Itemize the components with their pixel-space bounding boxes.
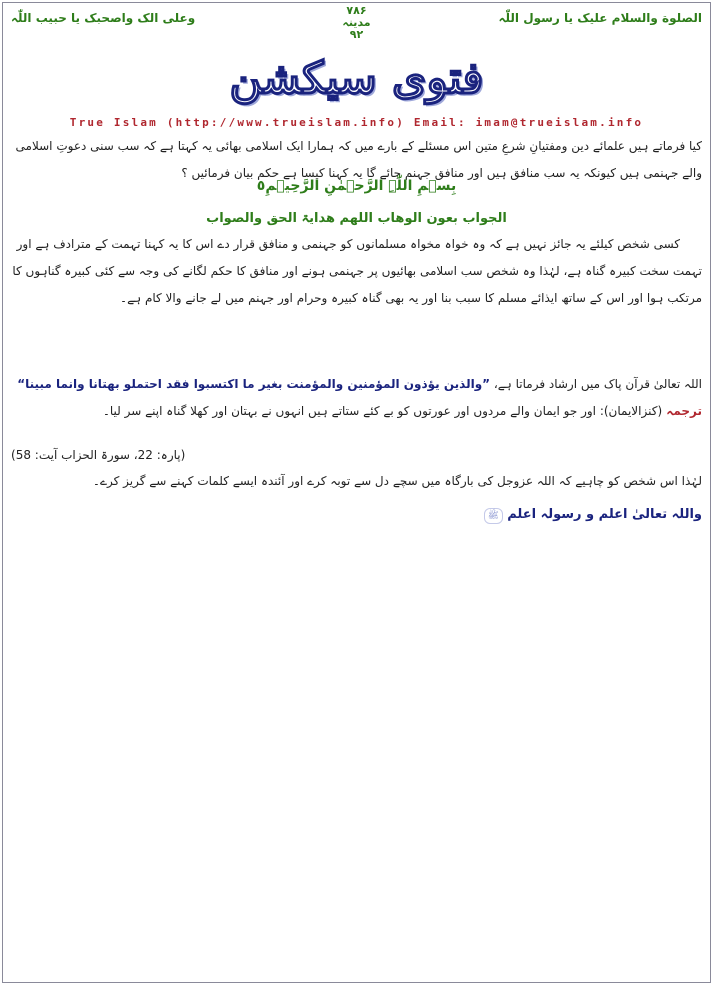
conclusion-text: لہٰذا اس شخص کو چاہیے کہ اللہ عزوجل کی بارگاہ میں سچے دل سے توبہ کرے اور آئندہ ایسے کلمات کہنے سے گریز کرے۔ [92,474,702,488]
fatwa-page [2,2,711,983]
quran-verse: ”والذین یؤذون المؤمنین والمؤمنت بغیر ما اکتسبوا فقد احتملو بھتانا وانما مبینا“ [17,377,491,391]
number-top: ۷۸۶ [346,4,367,17]
closing-text: واللہ تعالیٰ اعلم و رسولہ اعلم [507,507,702,522]
salawat-mark: ﷺ [484,508,503,524]
salutation-left: وعلی الک واصحبک یا حبیب اللّٰہ [11,11,196,25]
page-title: فتوی سیکشن [229,53,484,104]
translation-text: (کنزالایمان): اور جو ایمان والے مردوں اور عورتوں کو بے کئے ستاتے ہیں انہوں نے بہتان اور کھلا گناہ اپنے سر لیا۔ [102,404,663,418]
answer-text: کسی شخص کیلئے یہ جائز نہیں ہے کہ وہ خواہ مخواہ مسلمانوں کو جہنمی و منافق قرار دے اس کا یہ کہنا تہمت کے مترادف ہے اور تہمت سخت کبیرہ گناہ ہے، لہٰذا وہ شخص سب اسلامی بھائیوں پر جہنمی ہونے اور منافق کا حکم لگانے کی وجہ سے کئی کبیرہ گناہوں کا مرتکب ہوا اور اس کے ساتھ ایذائے مسلم کا سبب بنا اور یہ بھی گناہ کبیرہ وحرام اور جہنم میں لے جانے والا کام ہے۔ [12,237,702,305]
number-mid: مدینہ [342,16,371,29]
quran-intro: اللہ تعالیٰ قرآن پاک میں ارشاد فرماتا ہے، [490,377,702,391]
answer-heading: الجواب بعون الوھاب اللھم ھدایۃ الحق والصواب [206,211,507,226]
quran-citation [11,371,702,425]
bismillah: بِسۡمِ اللّٰہِ الرَّحۡمٰنِ الرَّحِیۡمِ٥ [256,178,457,194]
salutation-right: الصلوة والسلام علیک یا رسول اللّٰہ [498,11,702,25]
number-bottom: ۹۲ [349,28,364,41]
closing-line [3,507,702,524]
translation-label: ترجمہ [662,404,702,418]
question-text: کیا فرماتے ہیں علمائے دین ومفتیانِ شرعِ متین اس مسئلے کے بارے میں کہ ہمارا ایک اسلامی بھائی یہ کہتا ہے کہ سب سنی دعوتِ اسلامی والے جہنمی ہیں کیونکہ یہ سب منافق ہیں اور منافق جہنم جائے گا یہ کہنا کیسا ہے حکم بیان فرمائیں ؟ [15,139,702,180]
contact-line: True Islam (http://www.trueislam.info) Email: imam@trueislam.info [69,116,644,129]
verse-reference: (پارہ: 22، سورۃ الحزاب آیت: 58) [11,448,186,462]
